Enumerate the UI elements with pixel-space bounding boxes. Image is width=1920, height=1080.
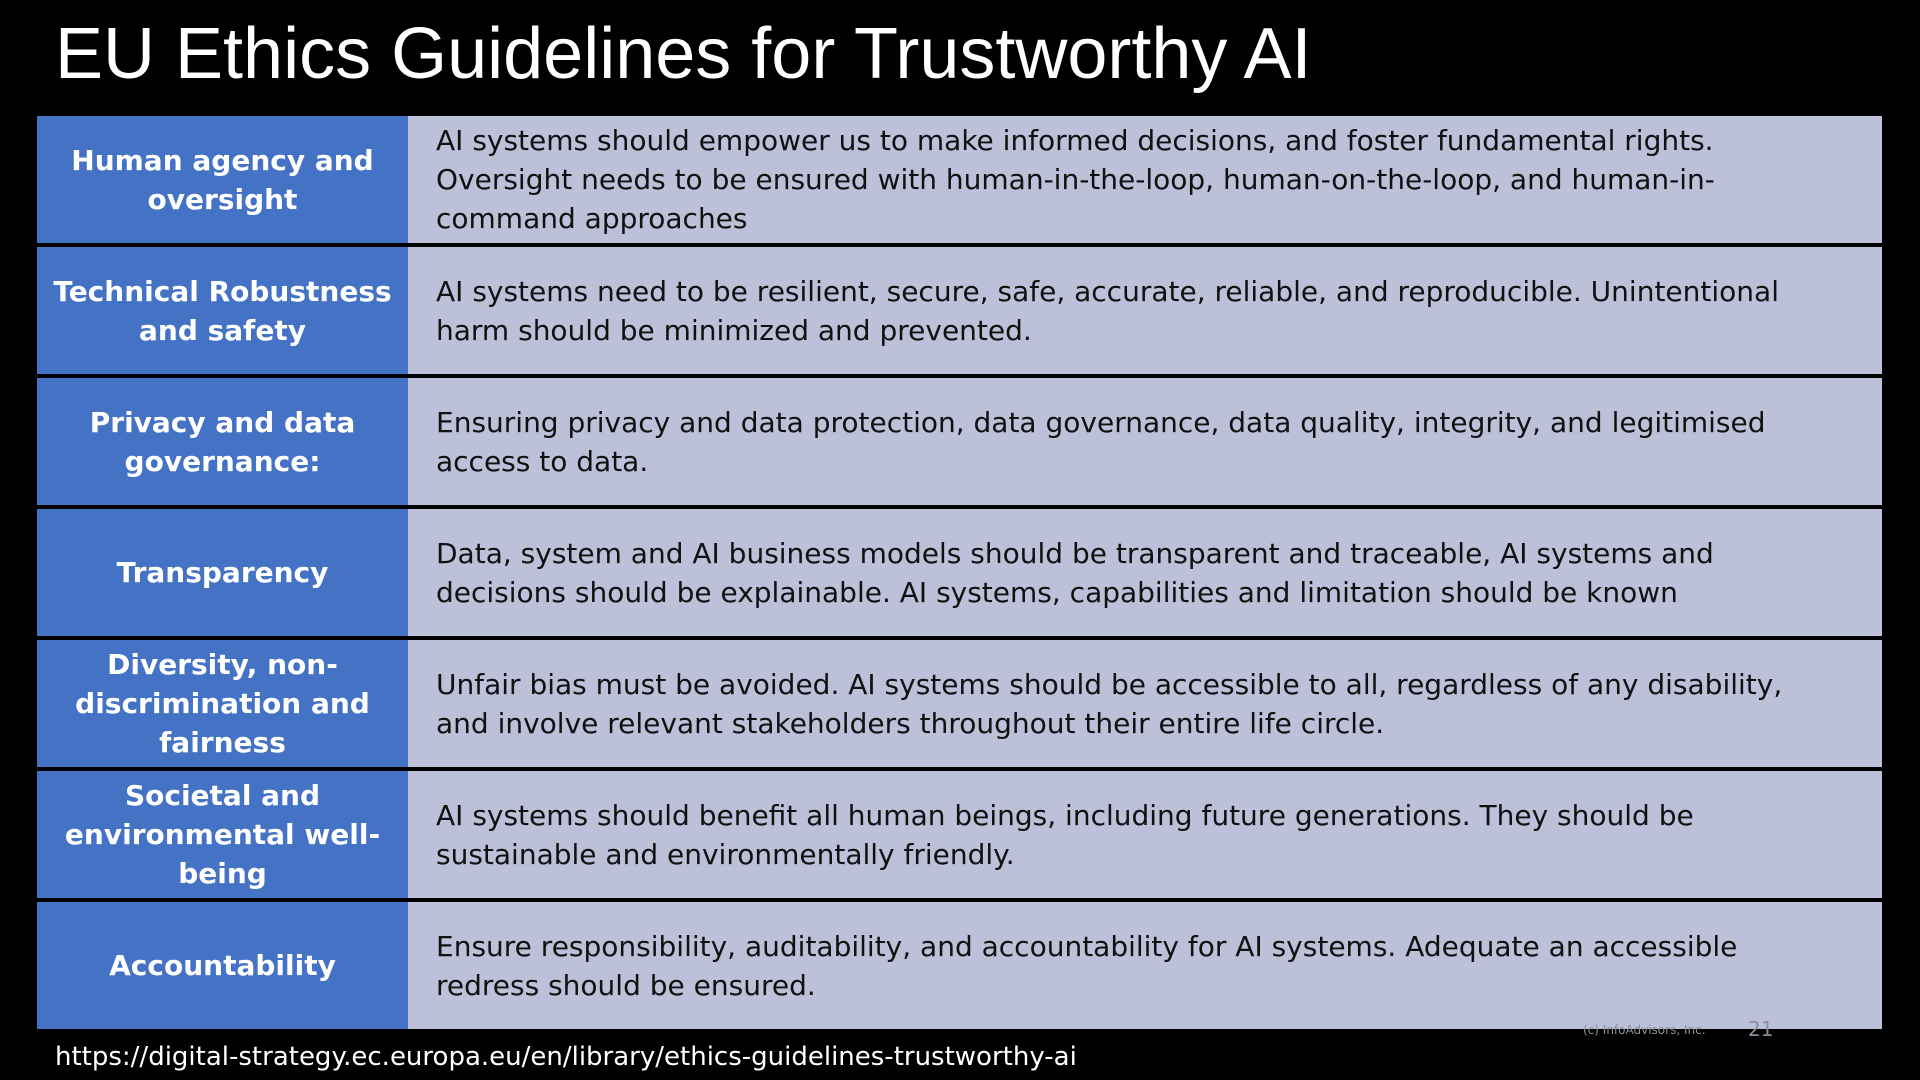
- guideline-label-technical-robustness: Technical Robustness and safety: [37, 247, 408, 374]
- guideline-label-diversity: Diversity, non-discrimination and fairness: [37, 640, 408, 767]
- guideline-label-transparency: Transparency: [37, 509, 408, 636]
- guideline-description-societal-wellbeing: AI systems should benefit all human beings, including future generations. They should be sustainable and environmentally friendly.: [408, 771, 1882, 898]
- guideline-description-accountability: Ensure responsibility, auditability, and accountability for AI systems. Adequate an accessible redress should be ensured.: [408, 902, 1882, 1029]
- slide-title: EU Ethics Guidelines for Trustworthy AI: [55, 14, 1312, 94]
- guideline-description-human-agency: AI systems should empower us to make informed decisions, and foster fundamental rights. Oversight needs to be ensured with human-in-the-loop, human-on-the-loop, and human-in-command approaches: [408, 116, 1882, 243]
- table-row: [37, 771, 1882, 898]
- table-row: [37, 116, 1882, 243]
- guideline-label-accountability: Accountability: [37, 902, 408, 1029]
- table-row: [37, 640, 1882, 767]
- guideline-description-technical-robustness: AI systems need to be resilient, secure, safe, accurate, reliable, and reproducible. Unintentional harm should be minimized and prevented.: [408, 247, 1882, 374]
- guideline-description-transparency: Data, system and AI business models should be transparent and traceable, AI systems and decisions should be explainable. AI systems, capabilities and limitation should be known: [408, 509, 1882, 636]
- table-row: [37, 902, 1882, 1029]
- guideline-label-privacy: Privacy and data governance:: [37, 378, 408, 505]
- guideline-description-diversity: Unfair bias must be avoided. AI systems should be accessible to all, regardless of any disability, and involve relevant stakeholders throughout their entire life circle.: [408, 640, 1882, 767]
- table-row: [37, 378, 1882, 505]
- guidelines-table: [37, 116, 1882, 1029]
- copyright-notice: (c) InfoAdvisors, Inc.: [1583, 1023, 1706, 1037]
- guideline-label-societal-wellbeing: Societal and environmental well-being: [37, 771, 408, 898]
- guideline-description-privacy: Ensuring privacy and data protection, data governance, data quality, integrity, and legitimised access to data.: [408, 378, 1882, 505]
- source-url: https://digital-strategy.ec.europa.eu/en/library/ethics-guidelines-trustworthy-ai: [55, 1042, 1077, 1072]
- table-row: [37, 247, 1882, 374]
- page-number: 21: [1748, 1017, 1774, 1041]
- table-row: [37, 509, 1882, 636]
- guideline-label-human-agency: Human agency and oversight: [37, 116, 408, 243]
